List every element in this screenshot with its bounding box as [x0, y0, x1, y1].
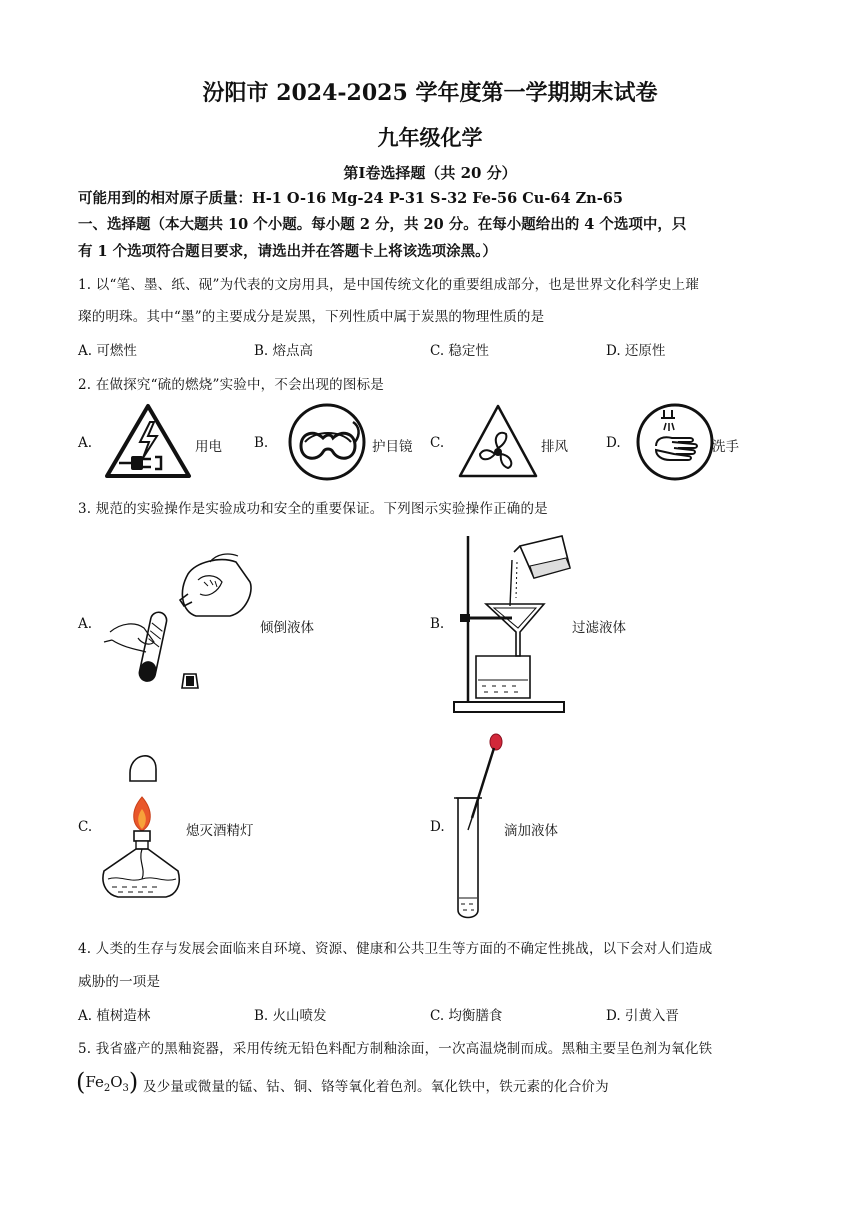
q1-option-a[interactable]: A. 可燃性 — [78, 343, 137, 359]
q2-caption-b: 护目镜 — [372, 439, 413, 455]
q1-option-d[interactable]: D. 还原性 — [606, 343, 666, 359]
q4-option-a[interactable]: A. 植树造林 — [78, 1008, 151, 1024]
q2-caption-d: 洗手 — [712, 439, 739, 455]
q1-stem-line1: 1. 以“笔、墨、纸、砚”为代表的文房用具，是中国传统文化的重要组成部分，也是世界文化科学史上璀 — [78, 277, 700, 293]
q3-letter-d[interactable]: D. — [430, 819, 445, 835]
q4-option-d[interactable]: D. 引黄入晋 — [606, 1008, 679, 1024]
formula-o: O — [110, 1073, 123, 1091]
q3-letter-a[interactable]: A. — [78, 616, 93, 632]
formula-fe: Fe — [85, 1073, 104, 1091]
q3-caption-a: 倾倒液体 — [260, 620, 314, 636]
section-title: 第Ⅰ卷选择题（共 20 分） — [343, 164, 517, 182]
atomic-masses: 可能用到的相对原子质量：H-1 O-16 Mg-24 P-31 S-32 Fe-56 Cu-64 Zn-65 — [78, 190, 623, 207]
q4-stem-line1: 4. 人类的生存与发展会面临来自环境、资源、健康和公共卫生等方面的不确定性挑战，以下会对人们造成 — [78, 941, 713, 957]
iron-oxide-formula: $(Fe_2O_3)$ — [76, 1068, 139, 1096]
q1-stem-line2: 璨的明珠。其中“墨”的主要成分是炭黑，下列性质中属于炭黑的物理性质的是 — [78, 309, 545, 325]
part1-heading-line2: 有 1 个选项符合题目要求，请选出并在答题卡上将该选项涂黑。） — [78, 243, 497, 260]
q2-letter-d[interactable]: D. — [606, 435, 621, 451]
q4-option-c[interactable]: C. 均衡膳食 — [430, 1008, 503, 1024]
filtration-figure — [450, 532, 575, 716]
q2-caption-c: 排风 — [541, 439, 568, 455]
q2-stem: 2. 在做探究“硫的燃烧”实验中，不会出现的图标是 — [78, 377, 384, 393]
q4-stem-line2: 威胁的一项是 — [78, 974, 161, 990]
q2-letter-a[interactable]: A. — [78, 435, 93, 451]
exam-subject: 九年级化学 — [377, 125, 483, 150]
q3-caption-b: 过滤液体 — [572, 620, 626, 636]
q5-stem-line2: 及少量或微量的锰、钴、铜、铬等氧化着色剂。氧化铁中，铁元素的化合价为 — [143, 1079, 609, 1095]
part1-heading-line1: 一、选择题（本大题共 10 个小题。每小题 2 分，共 20 分。在每小题给出的 4 个选项中，只 — [78, 216, 687, 233]
ventilation-fan-icon — [456, 402, 540, 480]
alcohol-lamp-figure — [98, 745, 184, 903]
q3-letter-c[interactable]: C. — [78, 819, 93, 835]
q3-stem: 3. 规范的实验操作是实验成功和安全的重要保证。下列图示实验操作正确的是 — [78, 501, 548, 517]
q1-option-b[interactable]: B. 熔点高 — [254, 343, 314, 359]
q3-caption-c: 熄灭酒精灯 — [186, 823, 254, 839]
q5-stem-line1: 5. 我省盛产的黑釉瓷器，采用传统无铅色料配方制釉涂面，一次高温烧制而成。黑釉主要呈色剂为氧化铁 — [78, 1041, 713, 1057]
add-liquid-figure — [450, 730, 506, 920]
hand-wash-icon — [634, 402, 716, 482]
electric-hazard-icon — [103, 402, 193, 480]
formula-sub-o: 3 — [122, 1083, 129, 1094]
q3-caption-d: 滴加液体 — [504, 823, 558, 839]
pour-liquid-figure — [100, 552, 260, 692]
q2-letter-c[interactable]: C. — [430, 435, 445, 451]
q4-option-b[interactable]: B. 火山喷发 — [254, 1008, 327, 1024]
formula-sub-fe: 2 — [103, 1083, 111, 1094]
q2-caption-a: 用电 — [195, 439, 222, 455]
q1-option-c[interactable]: C. 稳定性 — [430, 343, 489, 359]
q2-letter-b[interactable]: B. — [254, 435, 269, 451]
q3-letter-b[interactable]: B. — [430, 616, 445, 632]
goggles-icon — [285, 402, 369, 482]
exam-title: 汾阳市 2024-2025 学年度第一学期期末试卷 — [202, 80, 658, 106]
